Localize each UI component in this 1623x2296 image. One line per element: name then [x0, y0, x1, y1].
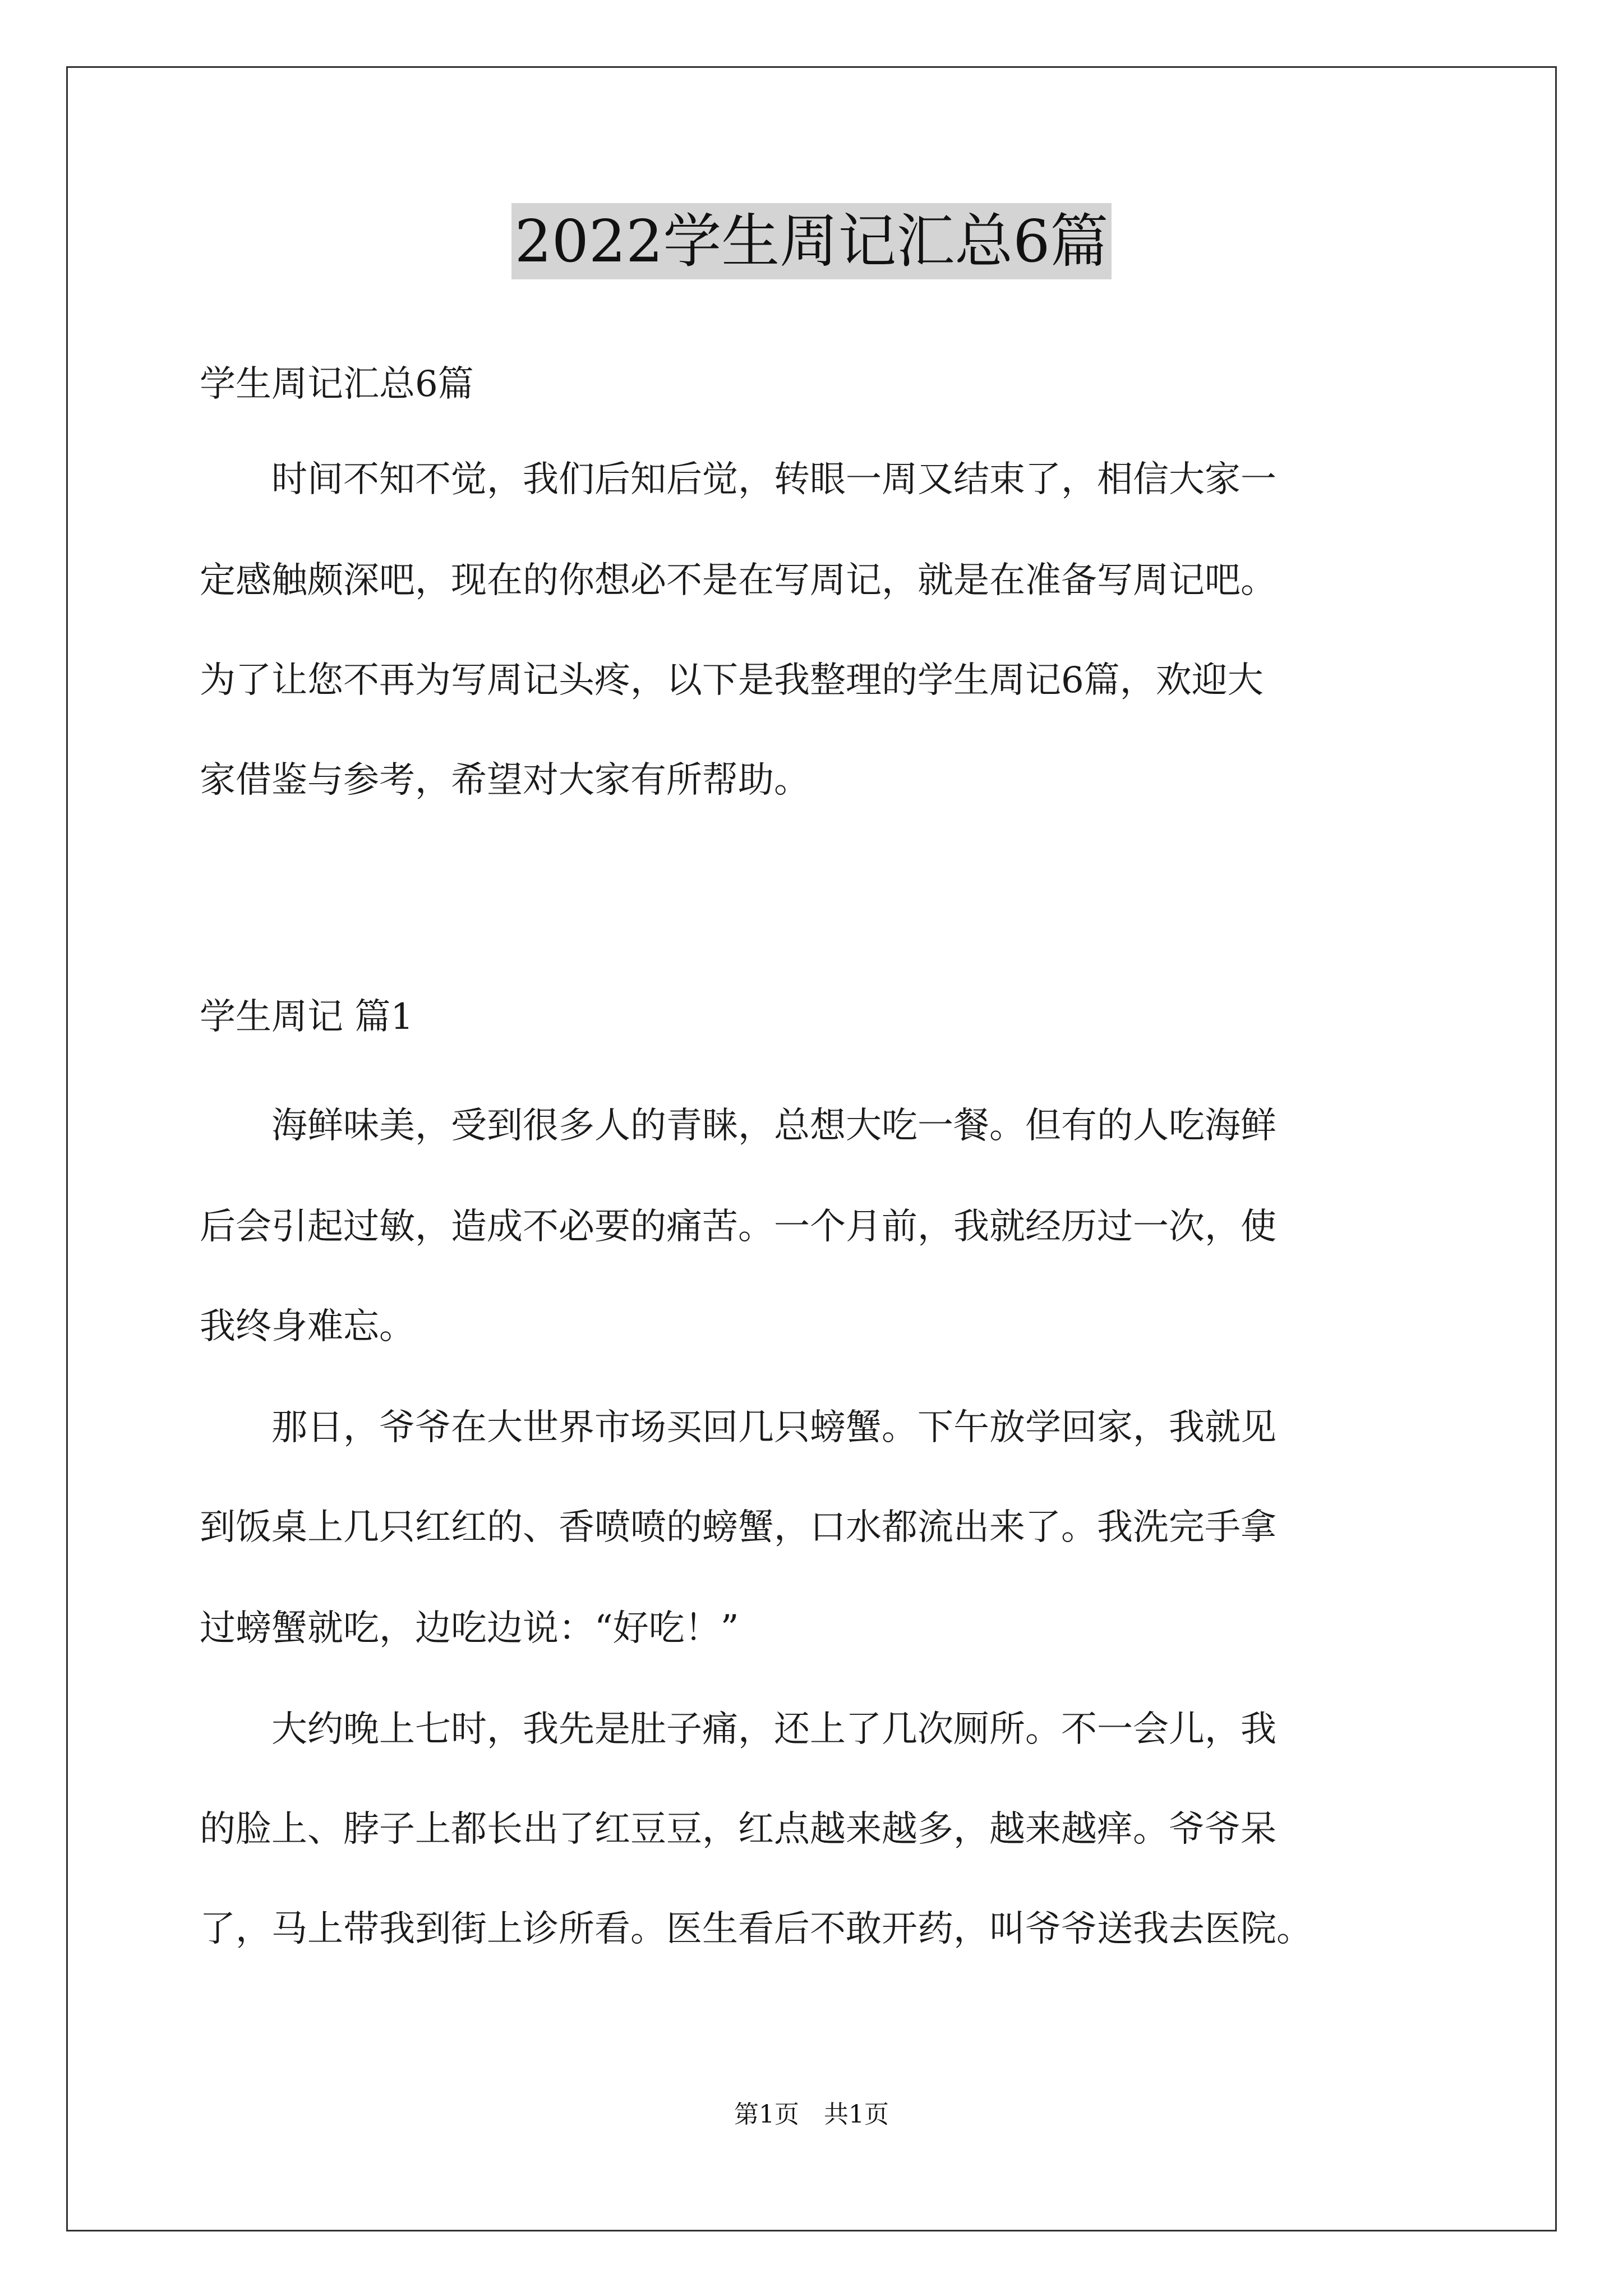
text-line: 大约晚上七时，我先是肚子痛，还上了几次厕所。不一会儿，我 — [200, 1709, 1276, 1750]
page-footer — [0, 2098, 1623, 2132]
text-line: 时间不知不觉，我们后知后觉，转眼一周又结束了，相信大家一 — [200, 459, 1276, 500]
section-heading: 学生周记 篇1 — [200, 996, 414, 1038]
title-container — [0, 203, 1623, 279]
text-line: 我终身难忘。 — [200, 1306, 415, 1347]
text-line: 到饭桌上几只红红的、香喷喷的螃蟹，口水都流出来了。我洗完手拿 — [200, 1507, 1276, 1548]
page-number: 第1页 — [734, 2100, 799, 2129]
document-title: 2022学生周记汇总6篇 — [511, 203, 1112, 279]
text-line: 为了让您不再为写周记头疼，以下是我整理的学生周记6篇，欢迎大 — [200, 660, 1264, 701]
text-line: 后会引起过敏，造成不必要的痛苦。一个月前，我就经历过一次，使 — [200, 1206, 1276, 1248]
text-line: 海鲜味美，受到很多人的青睐，总想大吃一餐。但有的人吃海鲜 — [200, 1105, 1276, 1147]
page-total: 共1页 — [824, 2100, 889, 2129]
text-line: 定感触颇深吧，现在的你想必不是在写周记，就是在准备写周记吧。 — [200, 560, 1276, 601]
text-line: 那日，爷爷在大世界市场买回几只螃蟹。下午放学回家，我就见 — [200, 1407, 1276, 1448]
text-line: 过螃蟹就吃，边吃边说：“好吃！” — [200, 1608, 739, 1649]
text-line: 家借鉴与参考，希望对大家有所帮助。 — [200, 760, 810, 801]
text-line: 了，马上带我到街上诊所看。医生看后不敢开药，叫爷爷送我去医院。 — [200, 1908, 1312, 1950]
subtitle-line: 学生周记汇总6篇 — [200, 364, 474, 405]
text-line: 的脸上、脖子上都长出了红豆豆，红点越来越多，越来越痒。爷爷呆 — [200, 1809, 1276, 1850]
